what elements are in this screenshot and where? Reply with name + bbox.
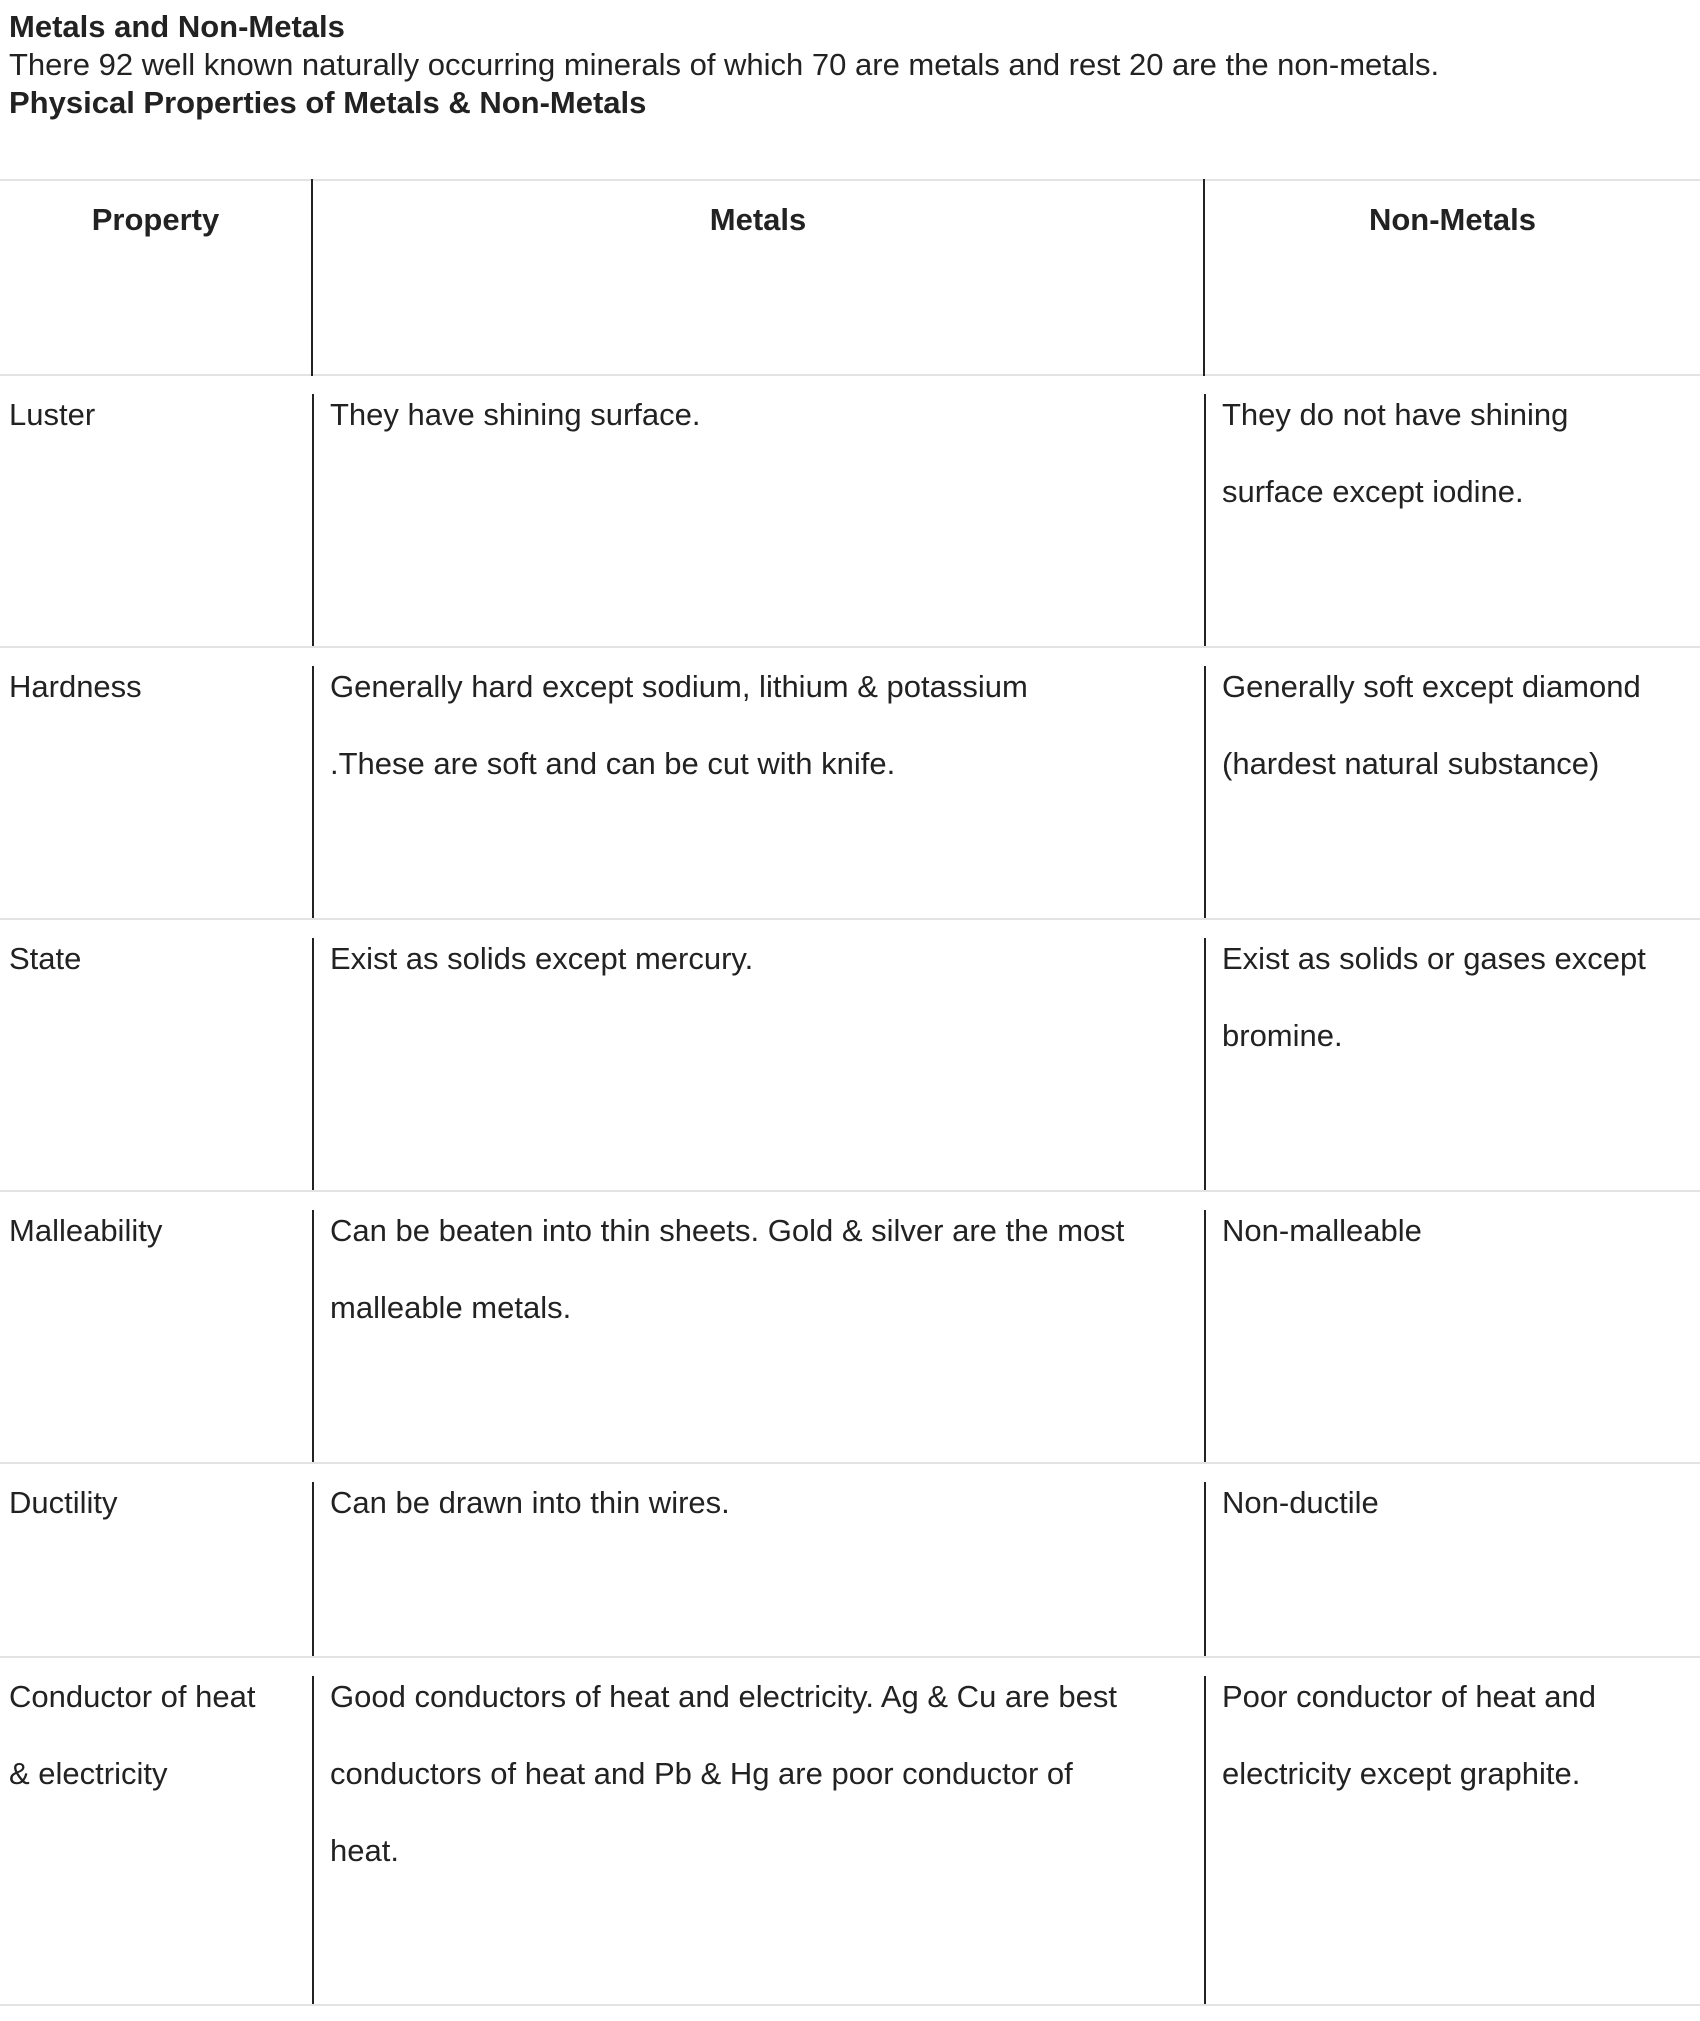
- cell-non-metals: [1204, 647, 1700, 919]
- properties-table: [0, 179, 1700, 2006]
- text-line: malleable metals.: [330, 1290, 572, 1325]
- text-line: conductors of heat and Pb & Hg are poor conductor of: [330, 1756, 1073, 1791]
- table-row: [0, 1657, 1700, 2005]
- property-label: Ductility: [9, 1485, 118, 1520]
- table-row: [0, 647, 1700, 919]
- cell-metals: [312, 647, 1204, 919]
- cell-metals: [312, 1463, 1204, 1657]
- table-row: [0, 1463, 1700, 1657]
- cell-non-metals: [1204, 919, 1700, 1191]
- text-line: Exist as solids or gases except: [1222, 941, 1646, 976]
- cell-metals: [312, 919, 1204, 1191]
- property-label: Conductor of heat: [9, 1679, 256, 1714]
- text-line: (hardest natural substance): [1222, 746, 1600, 781]
- text-line: They do not have shining: [1222, 397, 1569, 432]
- text-line: Can be drawn into thin wires.: [330, 1485, 730, 1520]
- property-label: & electricity: [9, 1756, 168, 1791]
- table-row: [0, 919, 1700, 1191]
- cell-property: [0, 647, 312, 919]
- property-label: Luster: [9, 397, 96, 432]
- text-line: bromine.: [1222, 1018, 1343, 1053]
- text-line: Can be beaten into thin sheets. Gold & silver are the most: [330, 1213, 1125, 1248]
- property-label: State: [9, 941, 82, 976]
- text-line: Generally soft except diamond: [1222, 669, 1641, 704]
- cell-property: [0, 919, 312, 1191]
- cell-non-metals: [1204, 375, 1700, 647]
- section-subtitle: Physical Properties of Metals & Non-Metals: [9, 85, 647, 120]
- table-row: [0, 375, 1700, 647]
- header-non-metals: Non-Metals: [1204, 180, 1700, 375]
- cell-non-metals: [1204, 1191, 1700, 1463]
- cell-property: [0, 1657, 312, 2005]
- header-metals: Metals: [312, 180, 1204, 375]
- cell-metals: [312, 375, 1204, 647]
- header-property: Property: [91, 202, 220, 237]
- text-line: Exist as solids except mercury.: [330, 941, 754, 976]
- text-line: electricity except graphite.: [1222, 1756, 1581, 1791]
- cell-non-metals: [1204, 1463, 1700, 1657]
- cell-property: [0, 1463, 312, 1657]
- cell-property: [0, 375, 312, 647]
- text-line: Generally hard except sodium, lithium & potassium: [330, 669, 1028, 704]
- property-label: Hardness: [9, 669, 142, 704]
- table-header-row: [0, 180, 1700, 375]
- text-line: Non-malleable: [1222, 1213, 1422, 1248]
- cell-property: [0, 1191, 312, 1463]
- text-line: .These are soft and can be cut with knife.: [330, 746, 896, 781]
- cell-non-metals: [1204, 1657, 1700, 2005]
- text-line: heat.: [330, 1833, 399, 1868]
- text-line: They have shining surface.: [330, 397, 701, 432]
- text-line: Non-ductile: [1222, 1485, 1379, 1520]
- page-title: Metals and Non-Metals: [9, 9, 345, 44]
- cell-metals: [312, 1191, 1204, 1463]
- text-line: Good conductors of heat and electricity. Ag & Cu are best: [330, 1679, 1117, 1714]
- property-label: Malleability: [9, 1213, 163, 1248]
- text-line: Poor conductor of heat and: [1222, 1679, 1596, 1714]
- table-row: [0, 1191, 1700, 1463]
- cell-metals: [312, 1657, 1204, 2005]
- text-line: surface except iodine.: [1222, 474, 1524, 509]
- intro-paragraph: There 92 well known naturally occurring minerals of which 70 are metals and rest 20 are the non-metals.: [9, 47, 1440, 82]
